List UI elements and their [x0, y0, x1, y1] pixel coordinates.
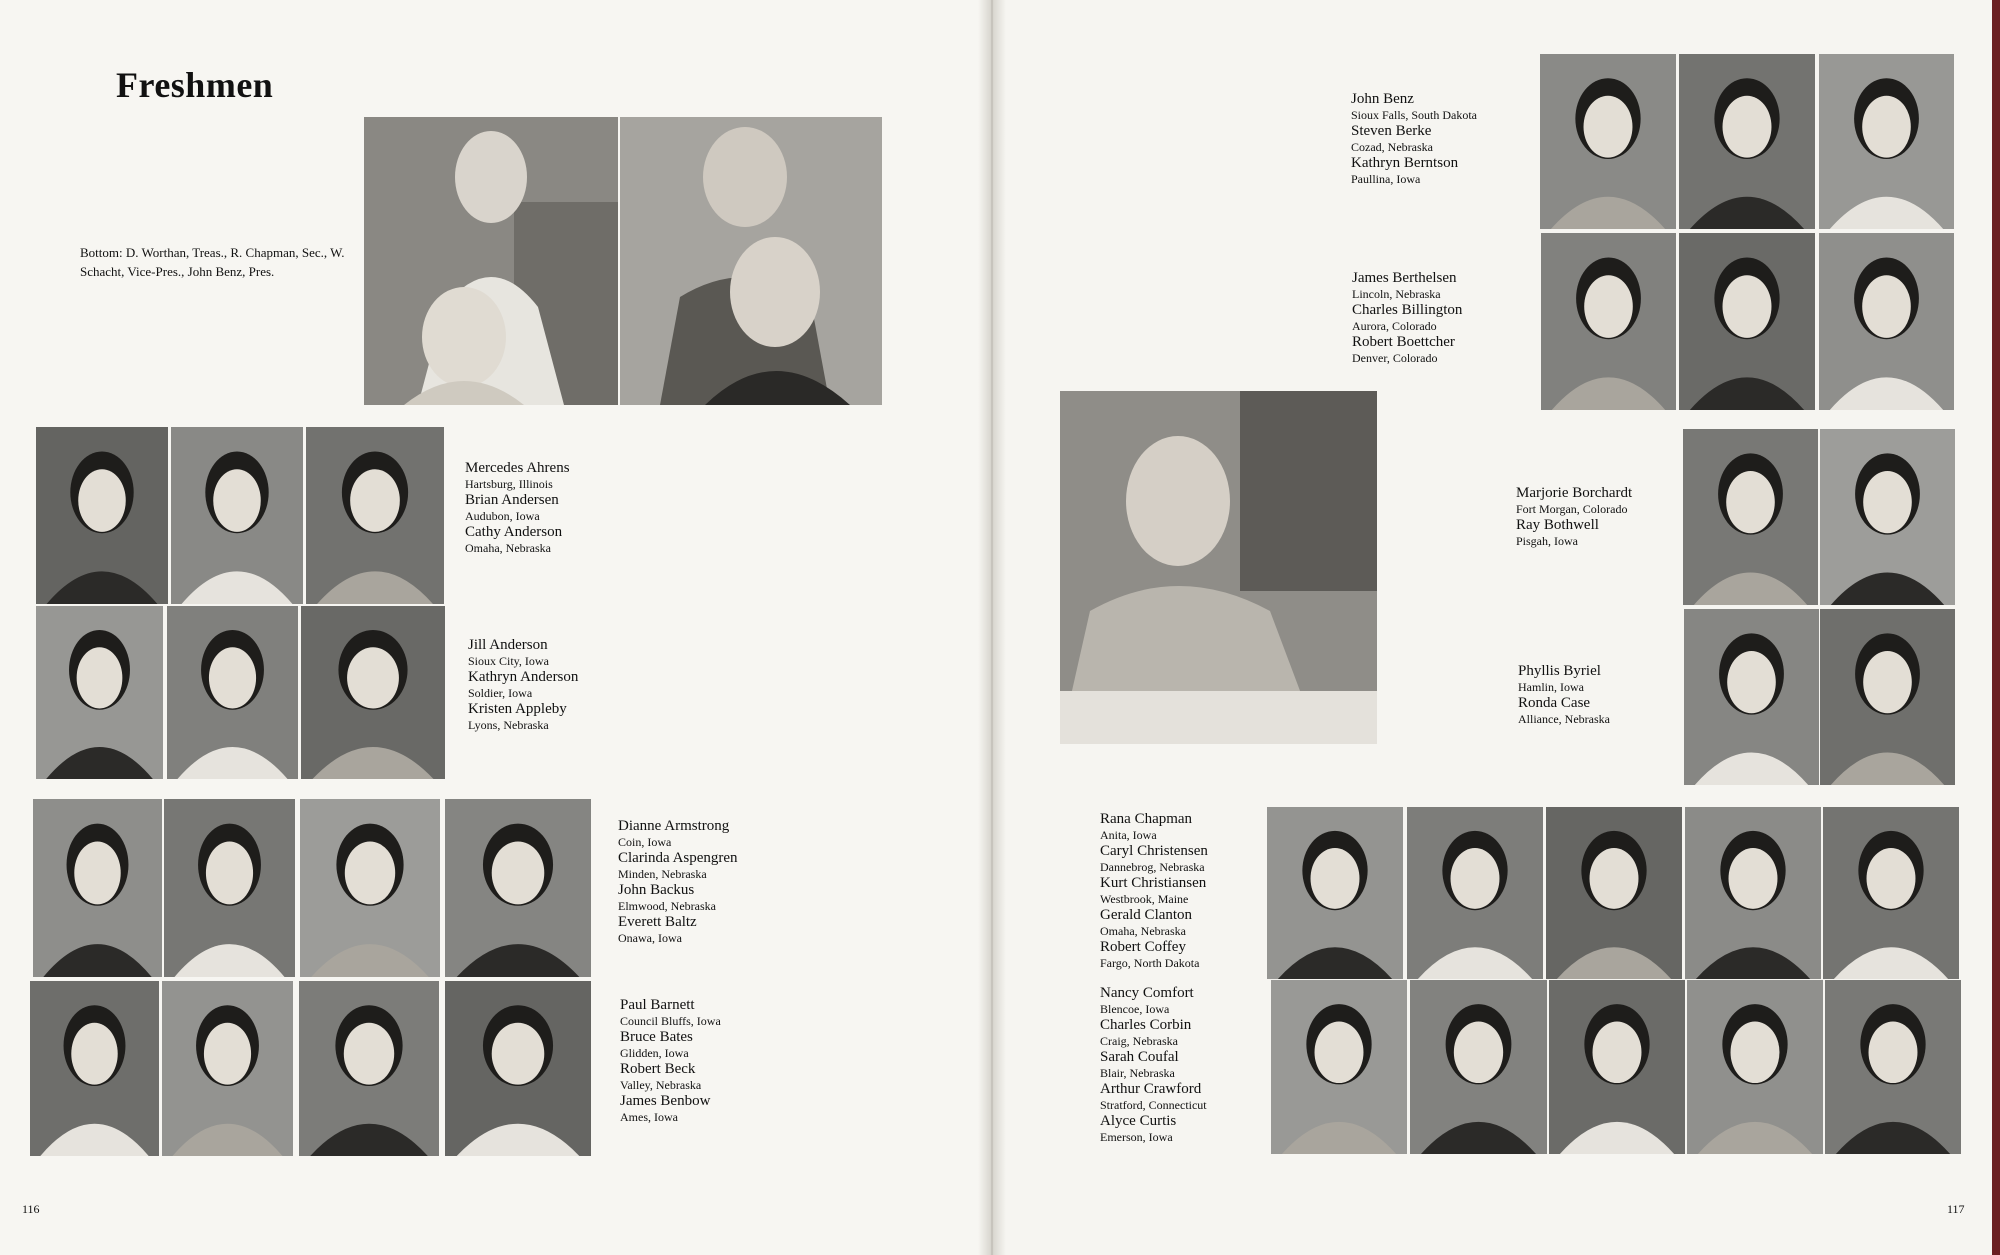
student-name: Gerald Clanton [1100, 907, 1193, 923]
student-hometown: Fargo, North Dakota [1100, 956, 1200, 970]
student-portrait [300, 799, 440, 977]
name-list [1352, 270, 1462, 366]
student-hometown: Minden, Nebraska [618, 867, 707, 881]
student-name: Mercedes Ahrens [465, 460, 570, 476]
student-portrait [1407, 807, 1543, 979]
student-portrait [162, 981, 293, 1156]
name-list [618, 818, 738, 946]
student-portrait [1820, 429, 1955, 605]
student-hometown: Pisgah, Iowa [1516, 534, 1578, 548]
name-list [620, 997, 721, 1125]
student-portrait [1549, 980, 1685, 1154]
student-portrait [1819, 233, 1954, 410]
officers-caption: Bottom: D. Worthan, Treas., R. Chapman, Sec., W. Schacht, Vice-Pres., John Benz, Pres. [80, 245, 345, 279]
student-name: Everett Baltz [618, 914, 697, 930]
student-portrait [164, 799, 295, 977]
student-hometown: Ames, Iowa [620, 1110, 678, 1124]
student-name: Kurt Christiansen [1100, 875, 1207, 891]
student-name: Ronda Case [1518, 695, 1591, 711]
student-portrait [299, 981, 439, 1156]
student-hometown: Alliance, Nebraska [1518, 712, 1610, 726]
student-name: Kathryn Berntson [1351, 155, 1459, 171]
student-name: Cathy Anderson [465, 524, 563, 540]
student-hometown: Elmwood, Nebraska [618, 899, 716, 913]
student-name: Rana Chapman [1100, 811, 1193, 827]
name-list [1516, 485, 1632, 549]
page-title: Freshmen [116, 65, 274, 105]
name-list [1518, 663, 1610, 727]
student-portrait [1683, 429, 1818, 605]
student-name: Ray Bothwell [1516, 517, 1599, 533]
student-name: Robert Beck [620, 1061, 696, 1077]
student-hometown: Aurora, Colorado [1352, 319, 1437, 333]
page-number-left: 116 [22, 1202, 40, 1216]
student-hometown: Glidden, Iowa [620, 1046, 689, 1060]
candid-photo [1060, 391, 1377, 744]
student-name: Nancy Comfort [1100, 985, 1194, 1001]
student-hometown: Craig, Nebraska [1100, 1034, 1178, 1048]
student-name: Robert Boettcher [1352, 334, 1455, 350]
student-name: Arthur Crawford [1100, 1081, 1202, 1097]
student-hometown: Omaha, Nebraska [465, 541, 551, 555]
student-portrait [1819, 54, 1954, 229]
student-hometown: Emerson, Iowa [1100, 1130, 1173, 1144]
student-hometown: Dannebrog, Nebraska [1100, 860, 1205, 874]
student-name: Steven Berke [1351, 123, 1432, 139]
name-list [1100, 811, 1208, 971]
page-number-right: 117 [1947, 1202, 1965, 1216]
student-hometown: Paullina, Iowa [1351, 172, 1421, 186]
name-list [1100, 985, 1207, 1145]
student-name: Paul Barnett [620, 997, 695, 1013]
student-portrait [1271, 980, 1407, 1154]
student-hometown: Coin, Iowa [618, 835, 672, 849]
student-name: Dianne Armstrong [618, 818, 730, 834]
student-portrait [1541, 233, 1676, 410]
student-hometown: Omaha, Nebraska [1100, 924, 1186, 938]
student-portrait [1684, 609, 1819, 785]
student-name: Kristen Appleby [468, 701, 567, 717]
student-portrait [445, 799, 591, 977]
student-portrait [1546, 807, 1682, 979]
student-portrait [1820, 609, 1955, 785]
student-hometown: Sioux City, Iowa [468, 654, 549, 668]
name-list [1351, 91, 1477, 187]
student-name: James Benbow [620, 1093, 711, 1109]
student-name: Jill Anderson [468, 637, 548, 653]
student-portrait [1685, 807, 1821, 979]
student-hometown: Westbrook, Maine [1100, 892, 1189, 906]
student-hometown: Sioux Falls, South Dakota [1351, 108, 1478, 122]
student-name: Charles Corbin [1100, 1017, 1192, 1033]
student-portrait [1823, 807, 1959, 979]
student-hometown: Blencoe, Iowa [1100, 1002, 1170, 1016]
officers-photo-right [620, 117, 882, 405]
student-portrait [36, 427, 168, 604]
officers-photo-left [364, 117, 618, 405]
student-hometown: Blair, Nebraska [1100, 1066, 1175, 1080]
student-hometown: Denver, Colorado [1352, 351, 1438, 365]
student-name: Phyllis Byriel [1518, 663, 1601, 679]
student-hometown: Council Bluffs, Iowa [620, 1014, 721, 1028]
student-hometown: Fort Morgan, Colorado [1516, 502, 1628, 516]
name-list [468, 637, 578, 733]
student-portrait [1825, 980, 1961, 1154]
student-portrait [167, 606, 298, 779]
student-portrait [1410, 980, 1547, 1154]
student-portrait [33, 799, 162, 977]
book-gutter [978, 0, 1006, 1255]
student-hometown: Lyons, Nebraska [468, 718, 549, 732]
student-name: Caryl Christensen [1100, 843, 1208, 859]
student-hometown: Onawa, Iowa [618, 931, 682, 945]
student-name: Charles Billington [1352, 302, 1463, 318]
student-portrait [1679, 233, 1815, 410]
student-portrait [36, 606, 163, 779]
student-hometown: Lincoln, Nebraska [1352, 287, 1441, 301]
student-name: John Backus [618, 882, 695, 898]
student-name: Robert Coffey [1100, 939, 1186, 955]
student-portrait [301, 606, 445, 779]
student-hometown: Audubon, Iowa [465, 509, 540, 523]
student-portrait [1267, 807, 1403, 979]
student-name: James Berthelsen [1352, 270, 1457, 286]
student-hometown: Soldier, Iowa [468, 686, 533, 700]
student-portrait [306, 427, 444, 604]
student-portrait [171, 427, 303, 604]
student-portrait [1687, 980, 1823, 1154]
student-name: Alyce Curtis [1100, 1113, 1177, 1129]
name-list [465, 460, 570, 556]
student-name: Sarah Coufal [1100, 1049, 1179, 1065]
student-hometown: Hamlin, Iowa [1518, 680, 1584, 694]
student-hometown: Cozad, Nebraska [1351, 140, 1433, 154]
student-portrait [1679, 54, 1815, 229]
student-portrait [445, 981, 591, 1156]
student-hometown: Stratford, Connecticut [1100, 1098, 1207, 1112]
student-hometown: Hartsburg, Illinois [465, 477, 553, 491]
student-name: Brian Andersen [465, 492, 559, 508]
student-name: Clarinda Aspengren [618, 850, 738, 866]
student-name: Marjorie Borchardt [1516, 485, 1633, 501]
student-hometown: Anita, Iowa [1100, 828, 1157, 842]
student-hometown: Valley, Nebraska [620, 1078, 702, 1092]
student-name: John Benz [1351, 91, 1414, 107]
student-portrait [1540, 54, 1676, 229]
student-portrait [30, 981, 159, 1156]
student-name: Kathryn Anderson [468, 669, 579, 685]
student-name: Bruce Bates [620, 1029, 693, 1045]
